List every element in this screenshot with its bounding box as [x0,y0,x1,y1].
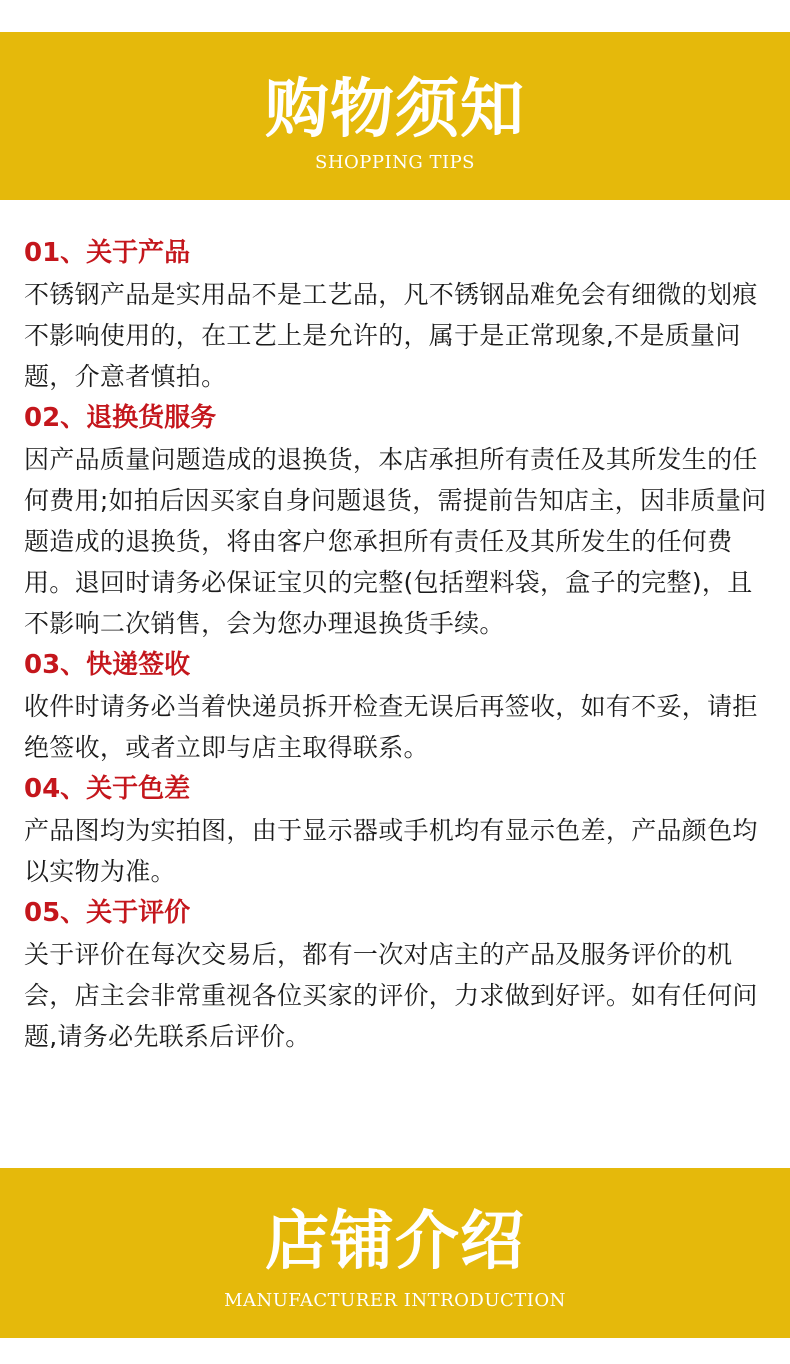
section-heading: 01、关于产品 [24,238,191,268]
section-return-exchange [24,397,774,644]
section-delivery-signing [24,644,774,768]
shopping-tips-banner [0,32,790,200]
section-body: 产品图均为实拍图，由于显示器或手机均有显示色差，产品颜色均以实物为准。 [24,816,758,886]
section-body: 因产品质量问题造成的退换货，本店承担所有责任及其所发生的任何费用;如拍后因买家自身问题退货，需提前告知店主，因非质量问题造成的退换货，将由客户您承担所有责任及其所发生的任何费用。退回时请务必保证宝贝的完整(包括塑料袋，盒子的完整)，且不影响二次销售，会为您办理退换货手续。 [24,445,767,638]
section-color-difference [24,768,774,892]
shopping-tips-title: 购物须知 [265,73,525,147]
section-heading: 03、快递签收 [24,650,191,680]
shop-intro-subtitle: MANUFACTURER INTRODUCTION [224,1290,566,1311]
section-about-product [24,232,774,397]
shopping-tips-subtitle: SHOPPING TIPS [314,152,476,173]
shop-intro-banner [0,1168,790,1338]
section-body: 不锈钢产品是实用品不是工艺品，凡不锈钢品难免会有细微的划痕不影响使用的，在工艺上是允许的，属于是正常现象,不是质量问题，介意者慎拍。 [24,280,758,391]
section-heading: 04、关于色差 [24,774,191,804]
section-heading: 05、关于评价 [24,898,191,928]
section-about-reviews [24,892,774,1057]
section-body: 关于评价在每次交易后，都有一次对店主的产品及服务评价的机会，店主会非常重视各位买家的评价，力求做到好评。如有任何问题,请务必先联系后评价。 [24,940,758,1051]
shop-intro-title: 店铺介绍 [265,1205,525,1279]
section-body: 收件时请务必当着快递员拆开检查无误后再签收，如有不妥，请拒绝签收，或者立即与店主取得联系。 [24,692,758,762]
section-heading: 02、退换货服务 [24,403,217,433]
tips-content [24,232,774,1057]
